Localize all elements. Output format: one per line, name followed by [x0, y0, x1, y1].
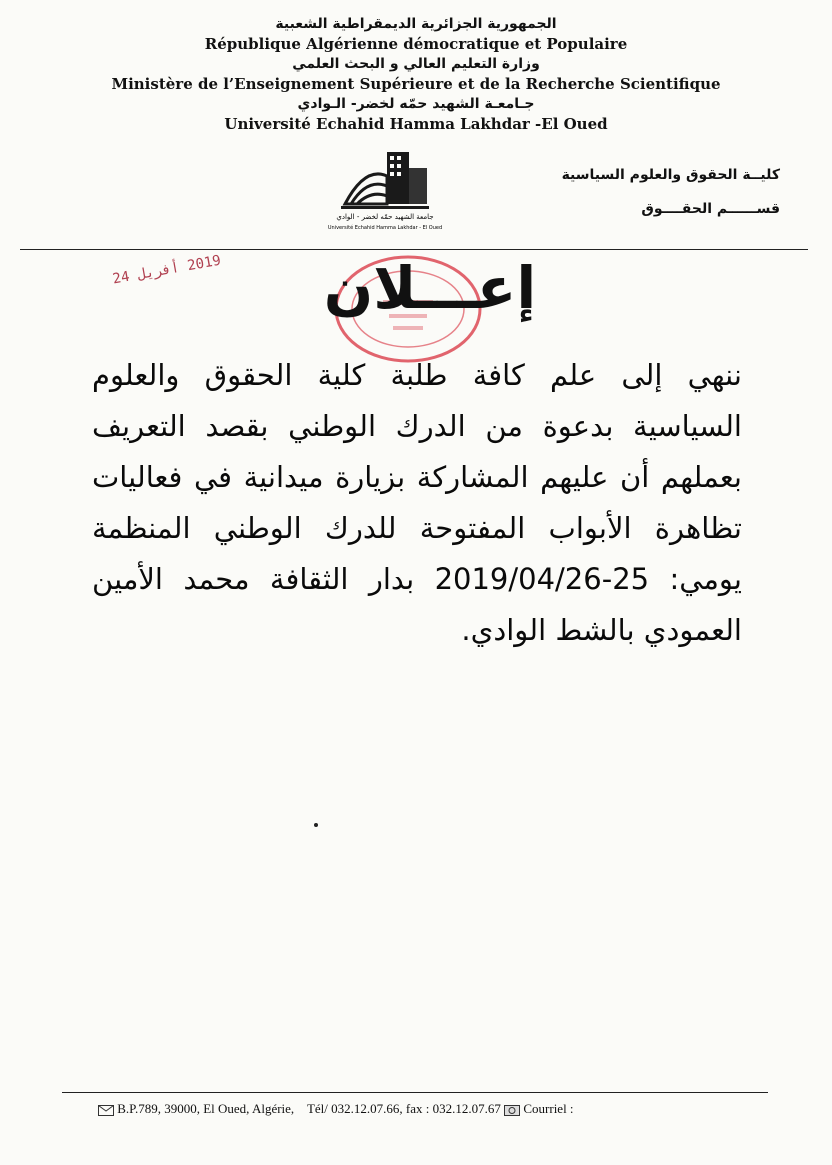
- header-university-fr: Université Echahid Hamma Lakhdar -El Oued: [224, 115, 608, 133]
- university-logo-icon: [327, 146, 443, 236]
- faculty-name: كليــة الحقوق والعلوم السياسية: [561, 167, 780, 183]
- email-icon: [504, 1105, 520, 1116]
- header-ministry-ar: وزارة التعليم العالي و البحث العلمي: [292, 56, 540, 72]
- footer-address: B.P.789, 39000, El Oued, Algérie,: [117, 1101, 295, 1116]
- footer-divider: [62, 1092, 768, 1093]
- faculty-block: [562, 158, 780, 226]
- header-republic-ar: الجمهورية الجزائرية الديمقراطية الشعبية: [275, 16, 557, 32]
- department-name: قســــــم الحقــــوق: [641, 201, 780, 217]
- header-ministry-fr: Ministère de l’Enseignement Supérieure et de la Recherche Scientifique: [111, 75, 721, 93]
- logo-caption-fr: Université Echahid Hamma Lakhdar - El Oued: [327, 225, 443, 231]
- announcement-title: إعـــلان: [323, 254, 537, 322]
- footer-email-label: Courriel :: [523, 1101, 574, 1116]
- announcement-body: ننهي إلى علم كافة طلبة كلية الحقوق والعلوم السياسية بدعوة من الدرك الوطني بقصد التعريف بعملهم أن عليهم المشاركة بزيارة ميدانية في فعاليات تظاهرة الأبواب المفتوحة للدرك الوطني المنظمة يومي: 25-2019/04/26 بدار الثقافة محمد الأمين العمودي بالشط الوادي.: [92, 358, 742, 647]
- envelope-icon: [98, 1105, 114, 1116]
- logo-caption-ar: جامعة الشهيد حمّه لخضر - الوادي: [336, 213, 434, 221]
- letterhead: [0, 14, 832, 134]
- footer-phone: Tél/ 032.12.07.66, fax : 032.12.07.67: [306, 1101, 501, 1116]
- footer: [98, 1100, 798, 1118]
- stray-mark: [314, 823, 318, 827]
- header-republic-fr: République Algérienne démocratique et Populaire: [204, 35, 628, 53]
- date-stamp: 2019 أفريل 24: [111, 252, 223, 288]
- header-university-ar: جـامعـة الشهيد حمّه لخضر- الـوادي: [297, 96, 535, 112]
